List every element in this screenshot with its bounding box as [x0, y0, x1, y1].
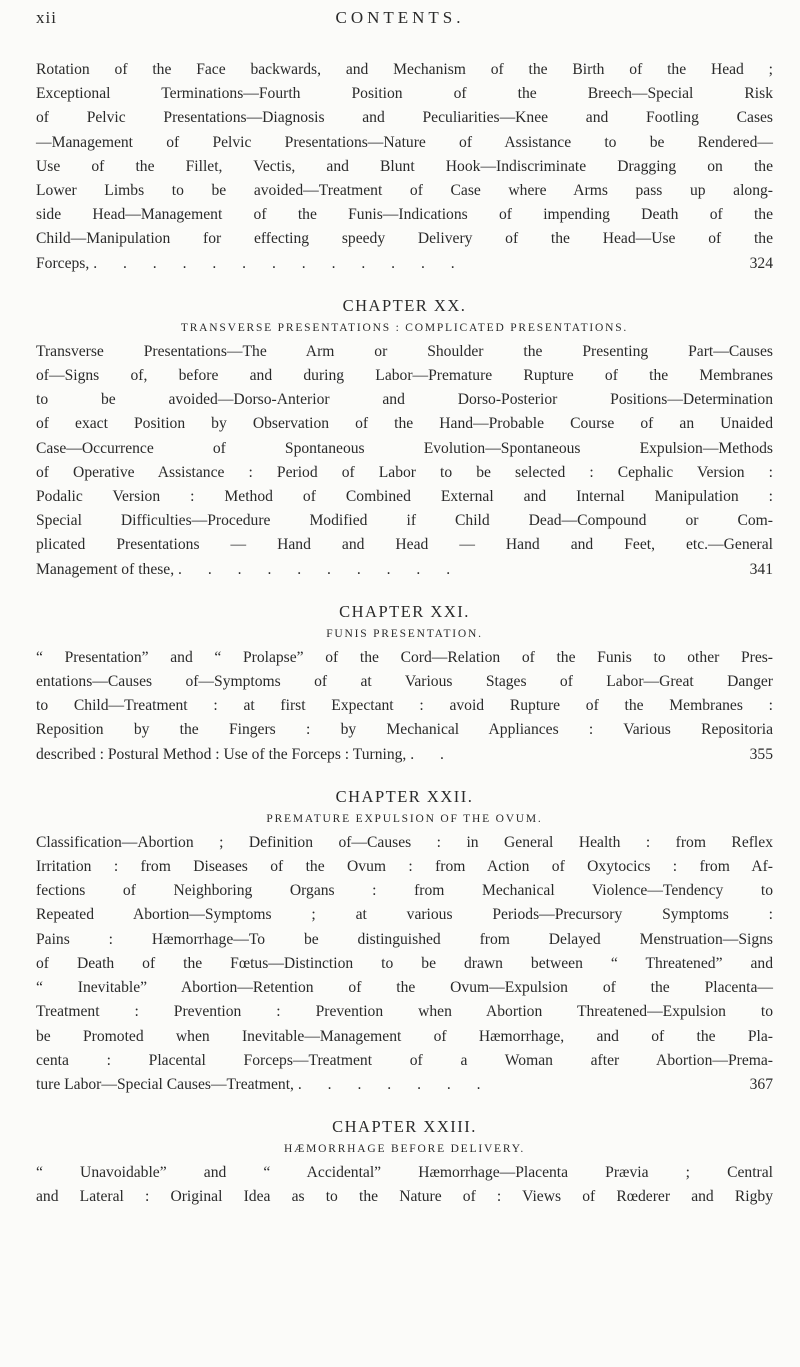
contents-line: Rotation of the Face backwards, and Mechanism of the Birth of the Head ;	[36, 61, 773, 78]
contents-line: Classification—Abortion ; Definition of—Causes : in General Health : from Reflex	[36, 833, 773, 851]
page-header	[0, 8, 800, 32]
contents-line: “ Unavoidable” and “ Accidental” Hæmorrhage—Placenta Prævia ; Central	[36, 1164, 773, 1182]
contents-line: “ Inevitable” Abortion—Retention of the Ovum—Expulsion of the Placenta—	[36, 979, 773, 997]
chapter-xxiii-summary	[36, 1161, 773, 1209]
contents-line: to be avoided—Dorso-Anterior and Dorso-Posterior Positions—Determination	[36, 391, 773, 409]
leader-dots: . . . . . . .	[297, 1075, 492, 1093]
page-reference: 367	[749, 1075, 773, 1093]
contents-line: Transverse Presentations—The Arm or Shoulder the Presenting Part—Causes	[36, 342, 773, 360]
chapter-heading: CHAPTER XXI.	[339, 601, 470, 621]
page-reference: 341	[749, 560, 773, 578]
contents-line: centa : Placental Forceps—Treatment of a Woman after Abortion—Prema-	[36, 1051, 773, 1069]
contents-line: of Pelvic Presentations—Diagnosis and Peculiarities—Knee and Footling Cases	[36, 109, 773, 127]
contents-line: Child—Manipulation for effecting speedy Delivery of the Head—Use of the	[36, 230, 773, 248]
contents-line: of Death of the Fœtus—Distinction to be drawn between “ Threatened” and	[36, 954, 773, 972]
final-text: ture Labor—Special Causes—Treatment,	[36, 1075, 294, 1093]
contents-line: Use of the Fillet, Vectis, and Blunt Hook—Indiscriminate Dragging on the	[36, 157, 773, 175]
contents-line: of Operative Assistance : Period of Labor to be selected : Cephalic Version :	[36, 463, 773, 481]
page-reference: 324	[749, 254, 773, 272]
contents-line: plicated Presentations — Hand and Head — Hand and Feet, etc.—General	[36, 536, 773, 554]
contents-line: fections of Neighboring Organs : from Mechanical Violence—Tendency to	[36, 882, 773, 900]
final-text: Management of these,	[36, 560, 175, 578]
final-text: Forceps,	[36, 254, 90, 272]
contents-line: entations—Causes of—Symptoms of at Various Stages of Labor—Great Danger	[36, 673, 773, 691]
chapter-xxi-summary	[36, 646, 773, 767]
contents-line: Pains : Hæmorrhage—To be distinguished from Delayed Menstruation—Signs	[36, 930, 773, 948]
contents-line: Repeated Abortion—Symptoms ; at various Periods—Precursory Symptoms :	[36, 906, 773, 924]
contents-line: side Head—Management of the Funis—Indications of impending Death of the	[36, 206, 773, 224]
chapter-subtitle: HÆMORRHAGE BEFORE DELIVERY.	[283, 1143, 526, 1156]
contents-line: be Promoted when Inevitable—Management of Hæmorrhage, and of the Pla-	[36, 1027, 773, 1045]
chapter-heading: CHAPTER XX.	[342, 295, 467, 315]
contents-final-line	[36, 558, 773, 582]
running-title: CONTENTS.	[335, 8, 465, 27]
chapter-heading: CHAPTER XXII.	[335, 786, 474, 806]
chapter-heading: CHAPTER XXIII.	[332, 1117, 477, 1137]
contents-body	[36, 58, 773, 1210]
contents-line: Reposition by the Fingers : by Mechanical Appliances : Various Repositoria	[36, 721, 773, 739]
contents-line: Special Difficulties—Procedure Modified if Child Dead—Compound or Com-	[36, 512, 773, 530]
contents-final-line	[36, 743, 773, 767]
contents-line: Treatment : Prevention : Prevention when Abortion Threatened—Expulsion to	[36, 1003, 773, 1021]
contents-final-line	[36, 252, 773, 276]
contents-line: of exact Position by Observation of the Hand—Probable Course of an Unaided	[36, 415, 773, 433]
contents-line: Case—Occurrence of Spontaneous Evolution—Spontaneous Expulsion—Methods	[36, 439, 773, 457]
chapter-xxii-summary	[36, 831, 773, 1097]
contents-line: and Lateral : Original Idea as to the Nature of : Views of Rœderer and Rigby	[36, 1188, 773, 1206]
leader-dots: . . . . . . . . . .	[178, 560, 462, 578]
contents-line: “ Presentation” and “ Prolapse” of the Cord—Relation of the Funis to other Pres-	[36, 648, 773, 666]
chapter-xx-summary	[36, 340, 773, 582]
contents-line: to Child—Treatment : at first Expectant : avoid Rupture of the Membranes :	[36, 697, 773, 715]
contents-line: Podalic Version : Method of Combined External and Internal Manipulation :	[36, 488, 773, 506]
contents-line: Irritation : from Diseases of the Ovum : from Action of Oxytocics : from Af-	[36, 858, 773, 876]
contents-line: of—Signs of, before and during Labor—Premature Rupture of the Membranes	[36, 367, 773, 385]
chapter-subtitle: PREMATURE EXPULSION OF THE OVUM.	[266, 812, 543, 825]
page-reference: 355	[749, 745, 773, 763]
contents-line: Lower Limbs to be avoided—Treatment of Case where Arms pass up along-	[36, 182, 773, 200]
chapter-xix-continuation	[36, 58, 773, 276]
chapter-subtitle: FUNIS PRESENTATION.	[326, 627, 483, 640]
contents-line: —Management of Pelvic Presentations—Nature of Assistance to be Rendered—	[36, 133, 773, 151]
leader-dots: . .	[410, 745, 455, 763]
final-text: described : Postural Method : Use of the Forceps : Turning,	[36, 745, 407, 763]
contents-line: Exceptional Terminations—Fourth Position of the Breech—Special Risk	[36, 85, 773, 103]
chapter-subtitle: TRANSVERSE PRESENTATIONS : COMPLICATED PRESENTATIONS.	[180, 321, 629, 334]
leader-dots: . . . . . . . . . . . . .	[93, 254, 466, 272]
page-number: xii	[36, 8, 57, 27]
contents-final-line	[36, 1073, 773, 1097]
